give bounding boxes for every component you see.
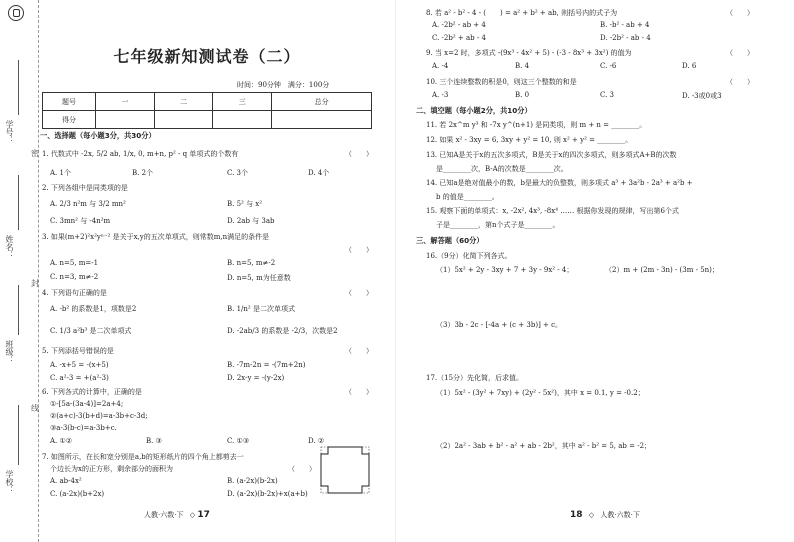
- left-footer: 人教·六数·下 ◇ 17: [144, 510, 210, 520]
- score-cell: 总分: [272, 93, 372, 111]
- option: D. -2ab/3 的系数是 -2/3，次数是2: [227, 327, 338, 335]
- option: D. ②: [308, 437, 325, 445]
- question-17-part1: （1）5x² - (3y² + 7xy) + (2y² - 5x²)，其中 x = 0.1, y = -0.2；: [436, 389, 645, 397]
- answer-paren[interactable]: （ ）: [288, 465, 316, 473]
- question-5: 5. 下列添括号错误的是: [42, 347, 114, 355]
- option: B. 1/n² 是二次单项式: [227, 305, 295, 313]
- option: A. 2/3 n²m 与 3/2 mn²: [50, 200, 126, 208]
- option: B. -b² - ab + 4: [600, 21, 650, 29]
- option: A. ①②: [50, 437, 73, 445]
- option: D. 2ab 与 3ab: [227, 217, 275, 225]
- score-cell: 得分: [43, 111, 96, 129]
- binding-margin: [0, 0, 39, 542]
- name-label: 姓名：: [5, 235, 14, 259]
- statement: ①-[5a-(3a-4)]=2a+4;: [50, 400, 124, 408]
- question-15-cont: 子是________，第n个式子是________。: [436, 221, 560, 229]
- score-cell: 一: [96, 93, 155, 111]
- answer-paren[interactable]: （ ）: [345, 347, 373, 355]
- answer-paren[interactable]: （ ）: [345, 388, 373, 396]
- answer-paren[interactable]: （ ）: [345, 150, 373, 158]
- footer-label: 人教·六数·下: [144, 511, 184, 519]
- left-page: [42, 0, 372, 542]
- question-2: 2. 下列各组中是同类项的是: [42, 184, 128, 192]
- option: C. a²-3 = +(a²-3): [50, 374, 109, 382]
- option: A. ab-4x²: [50, 477, 82, 485]
- option: D. 6: [682, 62, 697, 70]
- option: B. 2个: [132, 169, 154, 177]
- score-input-cell[interactable]: [154, 111, 213, 129]
- seal-char-mi: 密: [31, 149, 39, 158]
- option: C. -2b² + ab - 4: [432, 34, 486, 42]
- option: A. -4: [432, 62, 449, 70]
- option: D. -2b² - ab - 4: [600, 34, 651, 42]
- score-table-row: [43, 111, 372, 129]
- score-cell: 三: [213, 93, 272, 111]
- option: B. 0: [515, 91, 530, 99]
- option: C. n=3, m≠-2: [50, 273, 99, 281]
- class-line: [18, 285, 19, 335]
- option: C. (a-2x)(b+2x): [50, 490, 105, 498]
- rectangle-figure: [320, 446, 370, 494]
- score-input-cell[interactable]: [213, 111, 272, 129]
- score-cell: 题号: [43, 93, 96, 111]
- option: C. -6: [600, 62, 617, 70]
- school-line: [18, 405, 19, 465]
- question-14: 14. 已知a是绝对值最小的数，b是最大的负整数，则多项式 a³ + 3a²b - 2a³ + a²b +: [426, 179, 693, 187]
- publisher-logo-icon: [8, 5, 24, 21]
- statement: ②(a+c)-3(b+d)=a-3b+c-3d;: [50, 412, 148, 420]
- option: D. 4个: [308, 169, 330, 177]
- question-16-part2: （2）m + (2m - 3n) - (3m - 5n)；: [605, 266, 719, 274]
- section3-heading: 三、解答题（60分）: [416, 236, 484, 245]
- section1-heading: 一、选择题（每小题3分，共30分）: [40, 131, 156, 140]
- page-number: 17: [197, 510, 210, 520]
- page-divider: [395, 0, 396, 542]
- question-13-cont: 是________次，B-A的次数是________次。: [436, 165, 568, 173]
- option: B. n=5, m≠-2: [227, 259, 276, 267]
- statement: ③a-3(b-c)=a-3b+c.: [50, 424, 117, 432]
- question-7: 7. 如图所示，在长和宽分别是a,b的矩形纸片的四个角上都剪去一: [42, 453, 244, 461]
- question-8: 8. 若 a² - b² - 4 - ( ) = a² + b² + ab, 则括号内的式子为: [426, 9, 618, 17]
- question-7-cont: 个边长为x的正方形，剩余部分的面积为: [50, 465, 173, 473]
- question-16: 16.（9分）化简下列各式。: [426, 252, 512, 260]
- option: C. ①③: [227, 437, 250, 445]
- option: D. -3或0或3: [682, 92, 722, 100]
- option: C. 3个: [227, 169, 249, 177]
- score-cell: 二: [154, 93, 213, 111]
- question-16-part1: （1）5x² + 2y - 3xy + 7 + 3y - 9x² - 4；: [436, 266, 574, 274]
- seal-char-feng: 封: [31, 279, 39, 288]
- score-table: [42, 92, 372, 129]
- question-6: 6. 下列各式的计算中，正确的是: [42, 388, 142, 396]
- answer-paren[interactable]: （ ）: [726, 78, 754, 86]
- answer-paren[interactable]: （ ）: [345, 246, 373, 254]
- option: A. -3: [432, 91, 449, 99]
- right-page: [410, 0, 790, 542]
- score-input-cell[interactable]: [96, 111, 155, 129]
- question-11: 11. 若 2x^m y³ 和 -7x y^(n+1) 是同类项，则 m + n = ________。: [426, 121, 647, 129]
- question-3: 3. 如果(m+2)²x²yⁿ⁻² 是关于x,y的五次单项式，则常数m,n满足的条件是: [42, 233, 270, 241]
- school-label: 学校：: [5, 470, 14, 494]
- question-9: 9. 当 x=2 时，多项式 -(9x³ - 4x² + 5) - (-3 - 8x³ + 3x²) 的值为: [426, 49, 632, 57]
- option: C. 1/3 a²b³ 是二次单项式: [50, 327, 132, 335]
- option: A. 1个: [50, 169, 71, 177]
- question-1: 1. 代数式中 -2x, 5/2 ab, 1/x, 0, m+n, p² - q 单项式的个数有: [42, 150, 239, 158]
- question-14-cont: b 的值是________。: [436, 193, 499, 201]
- question-17: 17.（15分）先化简，后求值。: [426, 374, 524, 382]
- question-4: 4. 下列语句正确的是: [42, 289, 107, 297]
- score-input-cell[interactable]: [272, 111, 372, 129]
- option: B. 4: [515, 62, 530, 70]
- class-label: 班级：: [5, 340, 14, 364]
- option: B. (a-2x)(b-2x): [227, 477, 278, 485]
- option: D. n=5, m为任意数: [227, 274, 291, 282]
- seal-char-xian: 线: [31, 404, 39, 413]
- question-13: 13. 已知A是关于x的五次多项式，B是关于x的四次多项式，则多项式A+B的次数: [426, 151, 677, 159]
- score-table-row: [43, 93, 372, 111]
- section2-heading: 二、填空题（每小题2分，共10分）: [416, 106, 532, 115]
- option: C. 3: [600, 91, 615, 99]
- exam-meta: 时间：90分钟 满分：100分: [237, 81, 330, 89]
- question-10: 10. 三个连续整数的积是0，则这三个整数的和是: [426, 78, 577, 86]
- option: C. 3mn² 与 -4n²m: [50, 217, 111, 225]
- option: D. 2x-y = -(y-2x): [227, 374, 285, 382]
- option: A. -b² 的系数是1，项数是2: [50, 305, 137, 313]
- option: B. -7m-2n = -(7m+2n): [227, 361, 306, 369]
- question-16-part3: （3）3b - 2c - [-4a + (c + 3b)] + c。: [436, 321, 563, 329]
- question-15: 15. 观察下面的单项式：x, -2x², 4x³, -8x⁴ …… 根据你发现的规律，写出第6个式: [426, 207, 679, 215]
- exam-title: 七年级新知测试卷（二）: [113, 47, 301, 66]
- question-17-part2: （2）2a² - 3ab + b² - a² + ab - 2b²，其中 a² - b² = 5, ab = -2；: [436, 442, 652, 450]
- option: A. n=5, m=-1: [50, 259, 99, 267]
- question-12: 12. 如果 x² - 3xy = 6, 3xy + y² = 10, 则 x² + y² = ________。: [426, 136, 633, 144]
- student-id-line: [18, 60, 19, 115]
- option: B. 5² 与 x²: [227, 200, 263, 208]
- name-line: [18, 175, 19, 230]
- option: A. -x+5 = -(x+5): [50, 361, 109, 369]
- right-footer: 18 ◇ 人教·六数·下: [570, 510, 640, 520]
- answer-paren[interactable]: （ ）: [345, 289, 373, 297]
- answer-paren[interactable]: （ ）: [726, 9, 754, 17]
- option: A. -2b² - ab + 4: [432, 21, 486, 29]
- page-number: 18: [570, 510, 583, 520]
- footer-label: 人教·六数·下: [600, 511, 640, 519]
- option: B. ③: [146, 437, 162, 445]
- option: D. (a-2x)(b-2x)+x(a+b): [227, 490, 308, 498]
- student-id-label: 学号：: [5, 120, 14, 144]
- answer-paren[interactable]: （ ）: [726, 49, 754, 57]
